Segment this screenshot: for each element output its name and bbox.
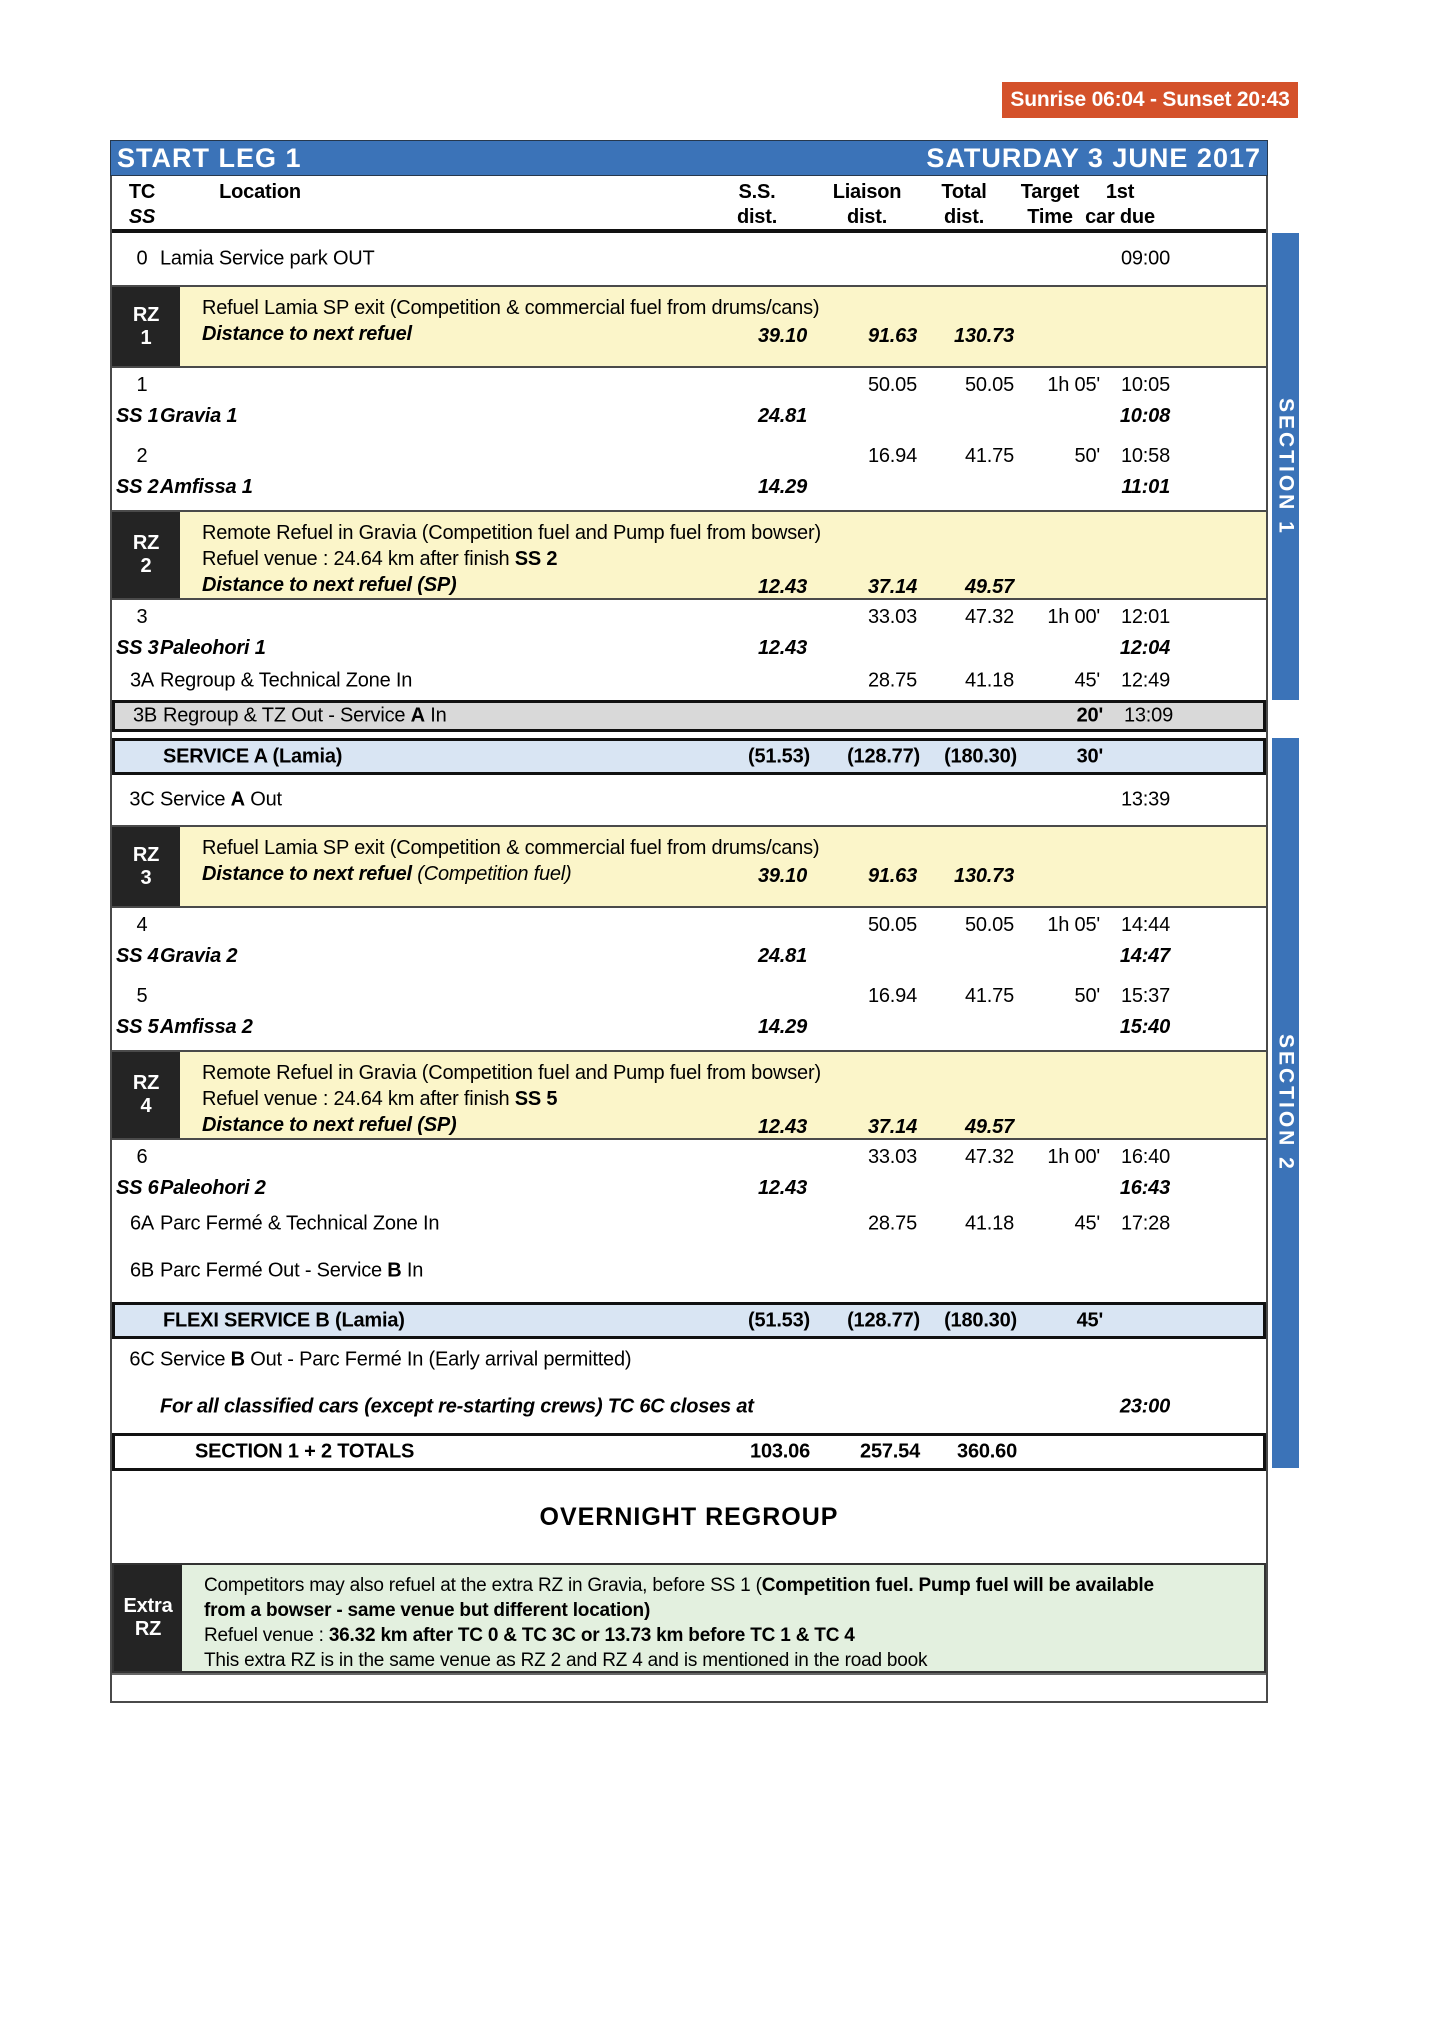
rz1-liaison-dist: 91.63 bbox=[867, 325, 917, 347]
target-time-value: 45' bbox=[1076, 1309, 1103, 1331]
ss-number: SS 1 bbox=[116, 405, 159, 427]
liaison-dist-value: 16.94 bbox=[867, 985, 917, 1007]
tc-number: 3B bbox=[132, 704, 158, 727]
location-text: Service A Out bbox=[160, 788, 282, 811]
target-time-value: 45' bbox=[1074, 1212, 1100, 1235]
total-dist-value: (180.30) bbox=[944, 745, 1017, 767]
stage-start-due-value: 10:08 bbox=[1119, 405, 1170, 427]
ss-dist-value: 14.29 bbox=[757, 1016, 807, 1038]
rz1-total-dist: 130.73 bbox=[954, 325, 1014, 347]
rz4-total-dist: 49.57 bbox=[964, 1116, 1014, 1138]
flexi-service-b-row bbox=[112, 1302, 1266, 1339]
extra-rz-block bbox=[112, 1563, 1266, 1673]
section-2-label: SECTION 2 bbox=[1274, 1034, 1298, 1172]
rz2-distance-label: Distance to next refuel (SP) bbox=[202, 574, 457, 596]
rz2-ss-dist: 12.43 bbox=[757, 576, 807, 598]
extra-rz-line2: from a bowser - same venue but different location) bbox=[204, 1600, 651, 1621]
target-time-value: 1h 00' bbox=[1047, 606, 1100, 628]
rz1-line1: Refuel Lamia SP exit (Competition & commercial fuel from drums/cans) bbox=[202, 297, 820, 319]
col-header-ss: SS bbox=[128, 206, 156, 228]
stage-row-ss2 bbox=[112, 439, 1266, 510]
tc-number: 6 bbox=[136, 1146, 148, 1168]
ss-number: SS 5 bbox=[116, 1016, 159, 1038]
tc-number: 6B bbox=[129, 1259, 155, 1282]
ss-dist-value: 12.43 bbox=[757, 637, 807, 659]
ss-dist-value: (51.53) bbox=[748, 745, 810, 767]
ss-dist-value: 24.81 bbox=[757, 405, 807, 427]
stage-row-ss6 bbox=[112, 1140, 1266, 1202]
tc-number: 6A bbox=[129, 1212, 155, 1235]
first-car-due-value: 12:01 bbox=[1120, 606, 1170, 628]
liaison-dist-value: 50.05 bbox=[867, 374, 917, 396]
rz1-distance-label: Distance to next refuel bbox=[202, 323, 412, 345]
first-car-due-value: 15:37 bbox=[1120, 985, 1170, 1007]
tc-number: 3C bbox=[129, 788, 155, 811]
rz2-total-dist: 49.57 bbox=[964, 576, 1014, 598]
first-car-due-value: 17:28 bbox=[1120, 1212, 1170, 1235]
section-1-sidebar bbox=[1272, 233, 1299, 700]
parc-ferme-tz-in-row bbox=[112, 1202, 1266, 1246]
table-body bbox=[110, 176, 1268, 1703]
ss-dist-value: 14.29 bbox=[757, 476, 807, 498]
location-text: Parc Fermé Out - Service B In bbox=[160, 1259, 424, 1282]
stage-start-due-value: 11:01 bbox=[1121, 476, 1170, 498]
ss-number: SS 6 bbox=[116, 1177, 159, 1199]
service-b-out-row bbox=[112, 1339, 1266, 1381]
ss-number: SS 3 bbox=[116, 637, 159, 659]
rz1-label-box: RZ 1 bbox=[112, 287, 180, 366]
first-car-due-value: 13:39 bbox=[1120, 788, 1170, 811]
target-time-value: 45' bbox=[1074, 669, 1100, 692]
extra-rz-line1: Competitors may also refuel at the extra RZ in Gravia, before SS 1 (Competition fuel. Pump fuel will be available bbox=[204, 1575, 1154, 1596]
target-time-value: 20' bbox=[1076, 704, 1103, 727]
col-header-target-time: Target Time bbox=[1020, 181, 1080, 228]
column-header-row bbox=[112, 176, 1266, 233]
col-header-location: Location bbox=[219, 181, 301, 203]
tc-number: 2 bbox=[136, 445, 148, 467]
ss-dist-value: 24.81 bbox=[757, 945, 807, 967]
liaison-dist-value: (128.77) bbox=[847, 745, 920, 767]
tc-number: 0 bbox=[136, 247, 148, 270]
total-dist-value: 41.75 bbox=[964, 985, 1014, 1007]
rz4-label-box: RZ 4 bbox=[112, 1052, 180, 1138]
refuel-zone-2-block bbox=[112, 510, 1266, 600]
table-title-bar bbox=[110, 140, 1268, 176]
rz4-liaison-dist: 37.14 bbox=[867, 1116, 917, 1138]
total-dist-value: 47.32 bbox=[964, 606, 1014, 628]
section-2-sidebar bbox=[1272, 738, 1299, 1468]
ss-dist-value: 12.43 bbox=[757, 1177, 807, 1199]
col-header-tc: TC bbox=[128, 181, 156, 203]
service-label: FLEXI SERVICE B (Lamia) bbox=[163, 1309, 405, 1331]
ss-dist-total: 103.06 bbox=[750, 1440, 810, 1463]
target-time-value: 50' bbox=[1074, 985, 1100, 1007]
date-title: SATURDAY 3 JUNE 2017 bbox=[926, 142, 1261, 173]
liaison-dist-value: 50.05 bbox=[867, 914, 917, 936]
rz3-line1: Refuel Lamia SP exit (Competition & commercial fuel from drums/cans) bbox=[202, 837, 820, 859]
first-car-due-value: 13:09 bbox=[1123, 704, 1173, 727]
tc-number: 6C bbox=[129, 1348, 155, 1371]
service-label: SERVICE A (Lamia) bbox=[163, 745, 343, 767]
ss-dist-value: (51.53) bbox=[748, 1309, 810, 1331]
sunrise-sunset-text: Sunrise 06:04 - Sunset 20:43 bbox=[1010, 88, 1290, 111]
total-dist-value: 41.75 bbox=[964, 445, 1014, 467]
rz3-ss-dist: 39.10 bbox=[757, 865, 807, 887]
rz3-label-box: RZ 3 bbox=[112, 827, 180, 906]
first-car-due-value: 12:49 bbox=[1120, 669, 1170, 692]
total-dist-total: 360.60 bbox=[957, 1440, 1017, 1463]
liaison-dist-value: 16.94 bbox=[867, 445, 917, 467]
first-car-due-value: 10:05 bbox=[1120, 374, 1170, 396]
section-1-label: SECTION 1 bbox=[1274, 397, 1298, 536]
tc0-row bbox=[112, 233, 1266, 285]
service-a-row bbox=[112, 738, 1266, 775]
refuel-zone-4-block bbox=[112, 1050, 1266, 1140]
rz4-line2: Refuel venue : 24.64 km after finish SS 5 bbox=[202, 1088, 558, 1110]
liaison-dist-value: 33.03 bbox=[867, 606, 917, 628]
itinerary-table bbox=[110, 140, 1268, 1703]
tc-number: 1 bbox=[136, 374, 148, 396]
totals-label: SECTION 1 + 2 TOTALS bbox=[195, 1440, 415, 1463]
service-a-out-row bbox=[112, 775, 1266, 825]
rz1-ss-dist: 39.10 bbox=[757, 325, 807, 347]
tc6c-closes-row bbox=[112, 1381, 1266, 1433]
rz4-line1: Remote Refuel in Gravia (Competition fuel and Pump fuel from bowser) bbox=[202, 1062, 821, 1084]
target-time-value: 1h 05' bbox=[1047, 914, 1100, 936]
first-car-due-value: 10:58 bbox=[1120, 445, 1170, 467]
stage-start-due-value: 14:47 bbox=[1119, 945, 1170, 967]
stage-start-due-value: 12:04 bbox=[1119, 637, 1170, 659]
ss-number: SS 2 bbox=[116, 476, 159, 498]
stage-name: Gravia 2 bbox=[160, 945, 238, 967]
liaison-dist-value: 28.75 bbox=[867, 669, 917, 692]
tc-number: 3A bbox=[129, 669, 155, 692]
rz2-line1: Remote Refuel in Gravia (Competition fuel and Pump fuel from bowser) bbox=[202, 522, 821, 544]
regroup-tz-in-row bbox=[112, 662, 1266, 700]
rz3-total-dist: 130.73 bbox=[954, 865, 1014, 887]
rz2-liaison-dist: 37.14 bbox=[867, 576, 917, 598]
overnight-regroup-heading: OVERNIGHT REGROUP bbox=[539, 1502, 839, 1531]
first-car-due-value: 14:44 bbox=[1120, 914, 1170, 936]
target-time-value: 30' bbox=[1076, 745, 1103, 767]
extra-rz-label-box: Extra RZ bbox=[114, 1565, 182, 1671]
tc-number: 4 bbox=[136, 914, 148, 936]
col-header-ss-dist: S.S. dist. bbox=[736, 181, 778, 228]
ss-number: SS 4 bbox=[116, 945, 159, 967]
rz2-line2: Refuel venue : 24.64 km after finish SS 2 bbox=[202, 548, 558, 570]
extra-rz-line3: Refuel venue : 36.32 km after TC 0 & TC 3C or 13.73 km before TC 1 & TC 4 bbox=[204, 1625, 855, 1646]
target-time-value: 1h 00' bbox=[1047, 1146, 1100, 1168]
parc-ferme-out-row bbox=[112, 1246, 1266, 1296]
total-dist-value: (180.30) bbox=[944, 1309, 1017, 1331]
col-header-total-dist: Total dist. bbox=[941, 181, 987, 228]
col-header-liaison-dist: Liaison dist. bbox=[832, 181, 902, 228]
rz4-ss-dist: 12.43 bbox=[757, 1116, 807, 1138]
location-text: Service B Out - Parc Fermé In (Early arrival permitted) bbox=[160, 1348, 632, 1371]
location-text: Parc Fermé & Technical Zone In bbox=[160, 1212, 440, 1235]
stage-row-ss4 bbox=[112, 908, 1266, 979]
totals-row bbox=[112, 1433, 1266, 1471]
rz3-liaison-dist: 91.63 bbox=[867, 865, 917, 887]
liaison-dist-total: 257.54 bbox=[860, 1440, 920, 1463]
first-car-due-value: 09:00 bbox=[1120, 247, 1170, 270]
location-text: Regroup & TZ Out - Service A In bbox=[163, 704, 447, 727]
stage-row-ss3 bbox=[112, 600, 1266, 662]
closing-note: For all classified cars (except re-starting crews) TC 6C closes at bbox=[160, 1395, 754, 1418]
stage-name: Amfissa 1 bbox=[160, 476, 253, 498]
location-text: Lamia Service park OUT bbox=[160, 247, 375, 270]
first-car-due-value: 16:40 bbox=[1120, 1146, 1170, 1168]
overnight-regroup-band bbox=[112, 1471, 1266, 1563]
rz2-label-box: RZ 2 bbox=[112, 512, 180, 598]
stage-name: Paleohori 2 bbox=[160, 1177, 266, 1199]
location-text: Regroup & Technical Zone In bbox=[160, 669, 413, 692]
stage-name: Amfissa 2 bbox=[160, 1016, 253, 1038]
target-time-value: 50' bbox=[1074, 445, 1100, 467]
rz4-distance-label: Distance to next refuel (SP) bbox=[202, 1114, 457, 1136]
stage-row-ss5 bbox=[112, 979, 1266, 1050]
tc-number: 5 bbox=[136, 985, 148, 1007]
total-dist-value: 50.05 bbox=[964, 914, 1014, 936]
regroup-tz-out-row bbox=[112, 700, 1266, 732]
col-header-first-car-due: 1st car due bbox=[1085, 181, 1155, 228]
total-dist-value: 50.05 bbox=[964, 374, 1014, 396]
rz3-distance-label: Distance to next refuel (Competition fuel) bbox=[202, 863, 572, 885]
liaison-dist-value: 33.03 bbox=[867, 1146, 917, 1168]
refuel-zone-1-block bbox=[112, 285, 1266, 368]
bottom-empty-strip bbox=[112, 1673, 1266, 1701]
stage-name: Paleohori 1 bbox=[160, 637, 266, 659]
total-dist-value: 41.18 bbox=[964, 669, 1014, 692]
extra-rz-line4: This extra RZ is in the same venue as RZ 2 and RZ 4 and is mentioned in the road book bbox=[204, 1650, 928, 1671]
liaison-dist-value: (128.77) bbox=[847, 1309, 920, 1331]
tc-number: 3 bbox=[136, 606, 148, 628]
leg-title: START LEG 1 bbox=[117, 142, 302, 173]
stage-start-due-value: 16:43 bbox=[1119, 1177, 1170, 1199]
closing-time: 23:00 bbox=[1119, 1395, 1170, 1418]
target-time-value: 1h 05' bbox=[1047, 374, 1100, 396]
sunrise-sunset-banner bbox=[1002, 82, 1298, 118]
total-dist-value: 47.32 bbox=[964, 1146, 1014, 1168]
stage-start-due-value: 15:40 bbox=[1119, 1016, 1170, 1038]
refuel-zone-3-block bbox=[112, 825, 1266, 908]
stage-row-ss1 bbox=[112, 368, 1266, 439]
stage-name: Gravia 1 bbox=[160, 405, 238, 427]
liaison-dist-value: 28.75 bbox=[867, 1212, 917, 1235]
total-dist-value: 41.18 bbox=[964, 1212, 1014, 1235]
